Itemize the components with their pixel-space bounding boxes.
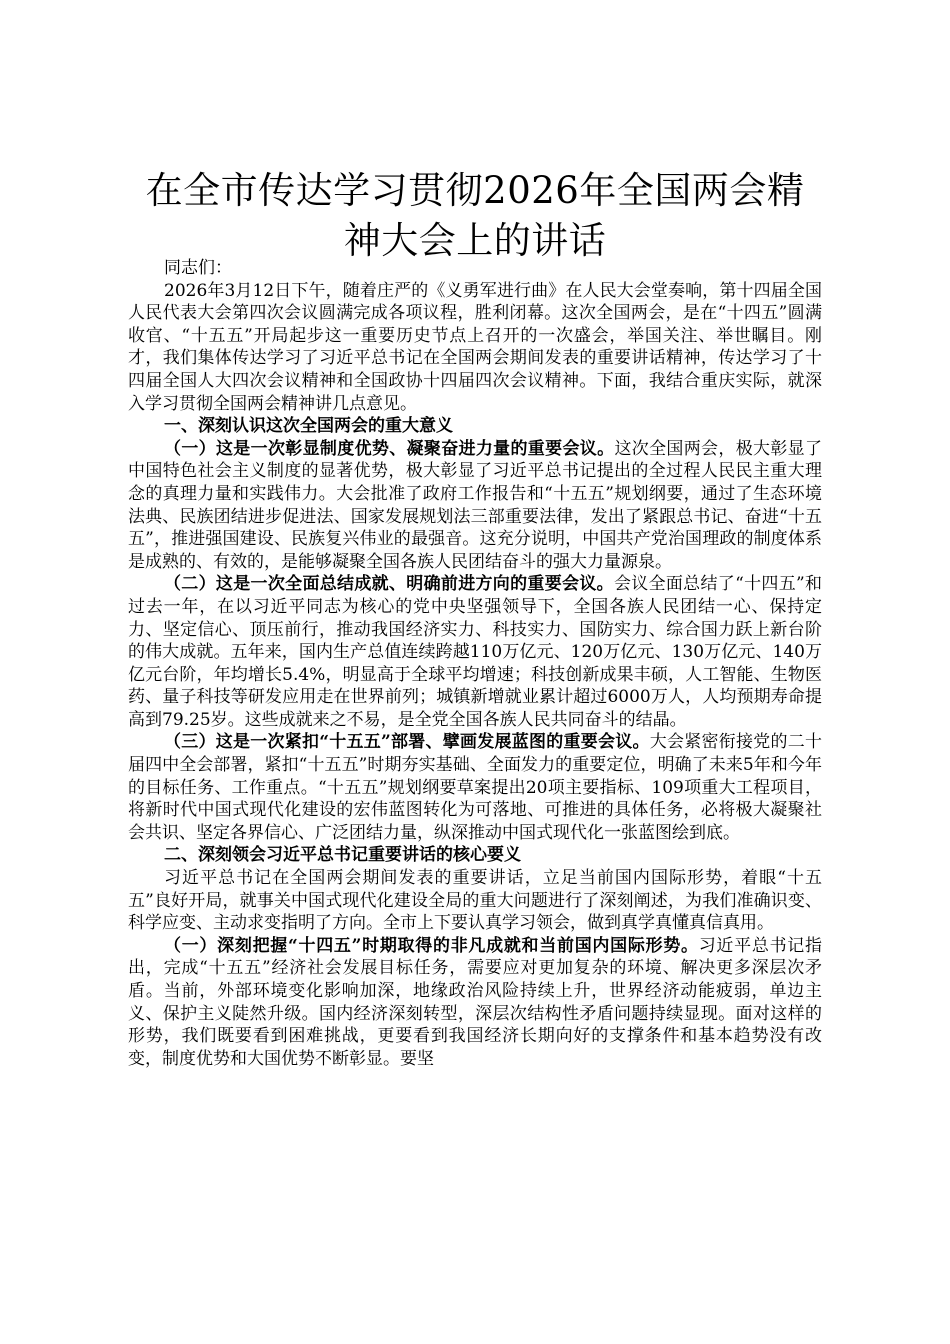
section-1-paragraph-2 [128,573,822,731]
section-1-paragraph-1-lead: （一）这是一次彰显制度优势、凝聚奋进力量的重要会议。 [164,438,615,459]
section-2-paragraph-1 [128,935,822,1071]
document-title: 在全市传达学习贯彻2026年全国两会精神大会上的讲话 [145,169,805,262]
section-1-paragraph-2-lead: （二）这是一次全面总结成就、明确前进方向的重要会议。 [164,574,614,595]
section-1-paragraph-2-text: 会议全面总结了“十四五”和过去一年，在以习近平同志为核心的党中央坚强领导下，全国各族人民团结一心、保持定力、坚定信心、顶压前行，推动我国经济实力、科技实力、国防实力、综合国力跃上新台阶的伟大成就。五年来，国内生产总值连续跨越110万亿元、120万亿元、130万亿元、140万亿元台阶，年均增长5.4%，明显高于全球平均增速；科技创新成果丰硕，人工智能、生物医药、量子科技等研发应用走在世界前列；城镇新增就业累计超过6000万人，人均预期寿命提高到79.25岁。这些成就来之不易，是全党全国各族人民共同奋斗的结晶。 [128,574,823,730]
section-1-paragraph-1 [128,438,822,574]
section-2-heading: 二、深刻领会习近平总书记重要讲话的核心要义 [164,845,521,866]
section-1-paragraph-3-text: 大会紧密衔接党的二十届四中全会部署，紧扣“十五五”时期夯实基础、全面发力的重要定位，明确了未来5年和今年的目标任务、工作重点。“十五五”规划纲要草案提出20项主要指标、109项重大工程项目，将新时代中国式现代化建设的宏伟蓝图转化为可落地、可推进的具体任务，必将极大凝聚社会共识、坚定各界信心、广泛团结力量，纵深推动中国式现代化一张蓝图绘到底。 [128,732,823,843]
section-1-heading: 一、深刻认识这次全国两会的重大意义 [164,416,453,437]
section-1-paragraph-1-text: 这次全国两会，极大彰显了中国特色社会主义制度的显著优势，极大彰显了习近平总书记提出的全过程人民民主重大理念的真理力量和实践伟力。大会批准了政府工作报告和“十五五”规划纲要，通过了生态环境法典、民族团结进步促进法、国家发展规划法三部重要法律，发出了紧跟总书记、奋进“十五五”，推进强国建设、民族复兴伟业的最强音。这充分说明，中国共产党治国理政的制度体系是成熟的、有效的，是能够凝聚全国各族人民团结奋斗的强大力量源泉。 [128,438,823,572]
salutation: 同志们： [164,258,232,278]
section-1-paragraph-3 [128,731,822,844]
section-2-paragraph-1-text: 习近平总书记指出，完成“十五五”经济社会发展目标任务，需要应对更加复杂的环境、解决更多深层次矛盾。当前，外部环境变化影响加深，地缘政治风险持续上升，世界经济动能疲弱，单边主义、保护主义陡然升级。国内经济深刻转型，深层次结构性矛盾问题持续显现。面对这样的形势，我们既要看到困难挑战，更要看到我国经济长期向好的支撑条件和基本趋势没有改变，制度优势和大国优势不断彰显。要坚 [128,935,823,1069]
section-2-paragraph-1-lead: （一）深刻把握“十四五”时期取得的非凡成就和当前国内国际形势。 [164,935,699,956]
document-body [128,257,822,1070]
section-1-paragraph-3-lead: （三）这是一次紧扣“十五五”部署、擘画发展蓝图的重要会议。 [164,732,650,753]
intro-paragraph: 2026年3月12日下午，随着庄严的《义勇军进行曲》在人民大会堂奏响，第十四届全国人民代表大会第四次会议圆满完成各项议程，胜利闭幕。这次全国两会，是在“十四五”圆满收官、“十五五”开局起步这一重要历史节点上召开的一次盛会，举国关注、举世瞩目。刚才，我们集体传达学习了习近平总书记在全国两会期间发表的重要讲话精神，传达学习了十四届全国人大四次会议精神和全国政协十四届四次会议精神。下面，我结合重庆实际，就深入学习贯彻全国两会精神讲几点意见。 [128,280,822,414]
section-2-intro: 习近平总书记在全国两会期间发表的重要讲话，立足当前国内国际形势，着眼“十五五”良好开局，就事关中国式现代化建设全局的重大问题进行了深刻阐述，为我们准确识变、科学应变、主动求变指明了方向。全市上下要认真学习领会，做到真学真懂真信真用。 [128,868,822,934]
